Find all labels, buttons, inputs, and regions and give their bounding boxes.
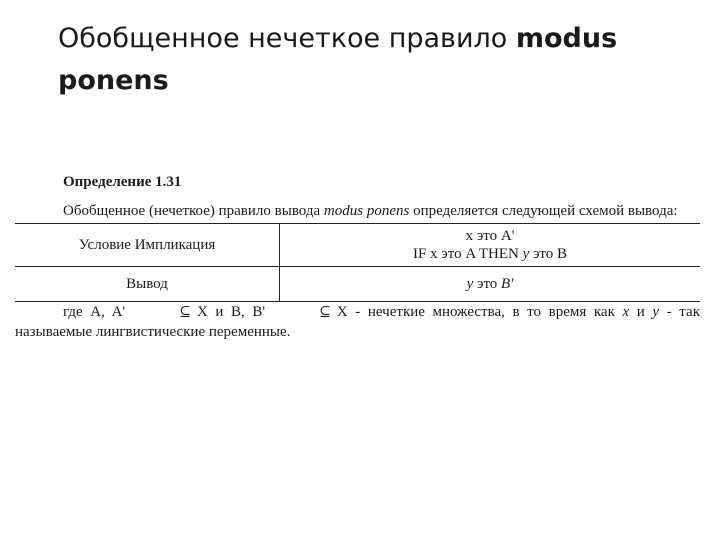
slide-title-regular: Обобщенное нечеткое правило (58, 23, 516, 54)
explanation-and: и (629, 304, 653, 320)
explanation-part1: где A, A' (63, 304, 126, 320)
row-label-conclusion: Вывод (15, 267, 280, 302)
row-value-conclusion (280, 267, 701, 302)
implication-prefix: IF x это A THEN (412, 246, 523, 262)
conclusion-var: y (466, 276, 474, 292)
intro-text-before: Обобщенное (нечеткое) правило вывода (63, 203, 324, 219)
explanation-var-x: x (622, 304, 630, 320)
definition-explanation (15, 302, 700, 342)
table-row-conclusion (15, 267, 700, 302)
row-value-premises (280, 224, 701, 267)
slide-title-bold: modus ponens (58, 23, 618, 96)
implication-var: y (522, 246, 530, 262)
inference-scheme-table (15, 223, 700, 302)
intro-text-italic: modus ponens (323, 203, 410, 219)
row-label-premises: Условие Импликация (15, 224, 280, 267)
definition-block (15, 172, 700, 342)
implication-suffix: это B (529, 246, 568, 262)
premise-fact: x это A' (465, 228, 515, 244)
explanation-var-y: y (652, 304, 660, 320)
table-row-premises (15, 224, 700, 267)
conclusion-mid: это (473, 276, 502, 292)
intro-text-after: определяется следующей схемой вывода: (409, 203, 678, 219)
subset-icon: ⊆ (319, 304, 331, 320)
subset-icon: ⊆ (179, 304, 191, 320)
conclusion-value: B' (501, 276, 514, 292)
explanation-part4: - так называемые лингвистические переменные. (15, 304, 700, 340)
premise-implication (286, 245, 694, 263)
slide-title (58, 18, 698, 102)
explanation-part3: X - нечеткие множества, в то время как (336, 304, 623, 320)
explanation-part2: X и B, B' (196, 304, 266, 320)
definition-intro (15, 201, 700, 221)
definition-heading: Определение 1.31 (63, 174, 182, 190)
